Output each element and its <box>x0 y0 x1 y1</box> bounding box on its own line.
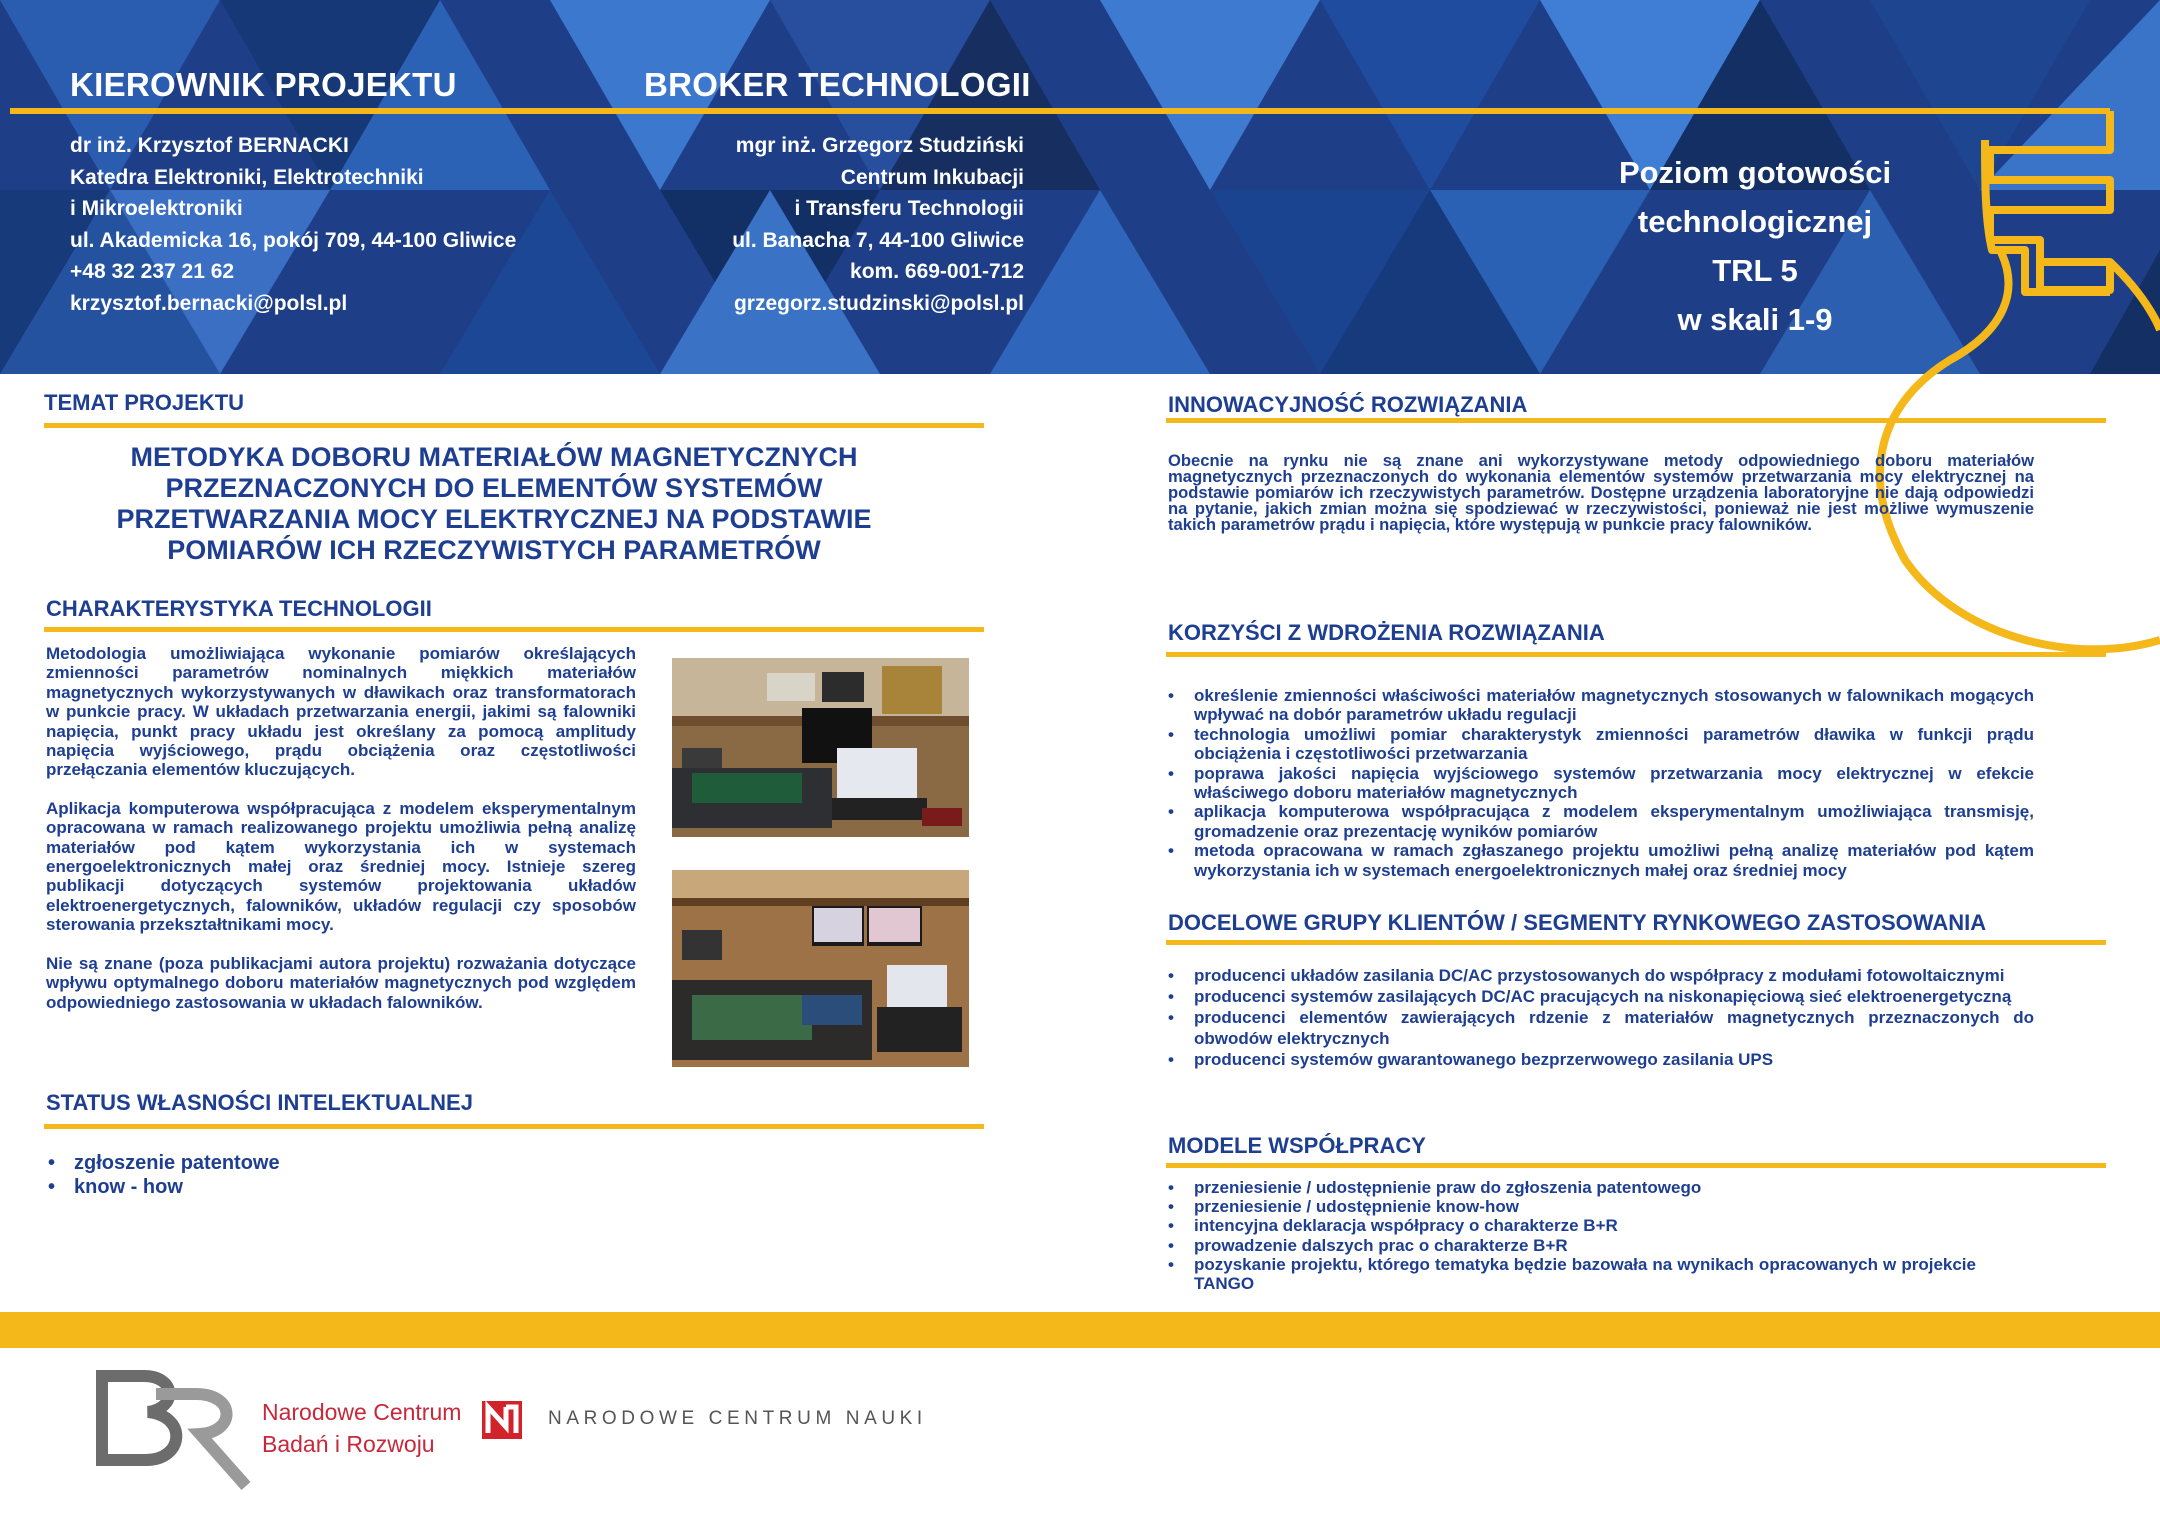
clients-heading: DOCELOWE GRUPY KLIENTÓW / SEGMENTY RYNKOWEGO ZASTOSOWANIA <box>1168 910 1987 935</box>
tech-heading: CHARAKTERYSTYKA TECHNOLOGII <box>46 596 432 621</box>
project-title <box>44 442 944 566</box>
broker-name: mgr inż. Grzegorz Studziński <box>735 134 1024 157</box>
client-item: • producenci systemów zasilających DC/AC pracujących na niskonapięciową sieć elektroenergetyczną <box>1166 986 2034 1007</box>
ip-rule <box>44 1124 984 1129</box>
client-item: • producenci systemów gwarantowanego bezprzerwowego zasilania UPS <box>1166 1049 2034 1070</box>
benefit-item: • określenie zmienności właściwości materiałów magnetycznych stosowanych w falownikach mogących wpływać na dobór parametrów układu regulacji <box>1166 686 2034 725</box>
project-title-line-2: PRZEZNACZONYCH DO ELEMENTÓW SYSTEMÓW <box>165 473 823 503</box>
coop-item: • pozyskanie projektu, którego tematyka będzie bazowała na wynikach opracowanych w projekcie TANGO <box>1166 1255 1976 1293</box>
ip-item-knowhow: • know - how <box>46 1175 646 1199</box>
broker-unit-cont: i Transferu Technologii <box>794 197 1024 221</box>
broker-phone[interactable]: kom. 669-001-712 <box>850 260 1024 284</box>
leader-department: Katedra Elektroniki, Elektrotechniki <box>70 165 424 189</box>
coop-item: • przeniesienie / udostępnienie know-how <box>1166 1197 1976 1216</box>
header-yellow-line <box>10 108 2110 114</box>
benefits-list <box>1166 686 2034 880</box>
header-banner <box>0 0 2160 374</box>
tech-rule <box>44 627 984 632</box>
broker-heading: BROKER TECHNOLOGII <box>644 66 1031 103</box>
leader-email[interactable]: krzysztof.bernacki@polsl.pl <box>70 291 348 315</box>
trl-line-2: technologicznej <box>1637 204 1873 239</box>
lab-photo-1 <box>672 658 969 837</box>
client-item: • producenci układów zasilania DC/AC przystosowanych do współpracy z modułami fotowoltaicznymi <box>1166 965 2034 986</box>
project-title-line-1: METODYKA DOBORU MATERIAŁÓW MAGNETYCZNYCH <box>130 442 858 472</box>
leader-contact <box>70 130 516 320</box>
client-item: • producenci elementów zawierających rdzenie z materiałów magnetycznych przeznaczonych do obwodów elektrycznych <box>1166 1007 2034 1049</box>
broker-email[interactable]: grzegorz.studzinski@polsl.pl <box>733 291 1024 315</box>
tech-paragraph-2: Aplikacja komputerowa współpracująca z modelem eksperymentalnym opracowana w ramach realizowanego projektu umożliwia pełną analizę materiałów pod kątem wykorzystania ich w systemach energoelektronicznych małej oraz średniej mocy. Istnieje szereg publikacji dotyczących systemów projektowania układów elektroenergetycznych, falowników, układów regulacji czy sposobów sterowania przekształtnikami mocy. <box>46 798 636 935</box>
tech-paragraph-3: Nie są znane (poza publikacjami autora projektu) rozważania dotyczące wpływu optymalnego doboru materiałów magnetycznych pod względem odpowiedniego zastosowania w układach falowników. <box>46 953 636 1012</box>
broker-address: ul. Banacha 7, 44-100 Gliwice <box>732 228 1024 252</box>
coop-item: • intencyjna deklaracja współpracy o charakterze B+R <box>1166 1216 1976 1235</box>
project-title-line-3: PRZETWARZANIA MOCY ELEKTRYCZNEJ NA PODSTAWIE <box>116 504 872 534</box>
tech-paragraph-1: Metodologia umożliwiająca wykonanie pomiarów określających zmienności parametrów nominalnych miękkich materiałów magnetycznych wykorzystywanych w dławikach oraz transformatorach w punkcie pracy. W układach przetwarzania energii, jakimi są falowniki napięcia, punkt pracy układu jest określany za pomocą amplitudy napięcia wyjściowego, prądu obciążenia oraz częstotliwości przełączania elementów kluczujących. <box>46 644 636 780</box>
trl-level <box>1560 148 1950 344</box>
ncbr-logo-icon <box>96 1364 276 1492</box>
project-title-line-4: POMIARÓW ICH RZECZYWISTYCH PARAMETRÓW <box>167 535 821 565</box>
ncn-logo-icon <box>482 1401 522 1439</box>
ip-heading: STATUS WŁASNOŚCI INTELEKTUALNEJ <box>46 1090 473 1115</box>
innovation-heading: INNOWACYJNOŚĆ ROZWIĄZANIA <box>1168 392 1528 417</box>
leader-department-cont: i Mikroelektroniki <box>70 197 243 221</box>
benefit-item: • technologia umożliwi pomiar charakterystyk zmienności parametrów dławika w funkcji prądu obciążenia i częstotliwości przetwarzania <box>1166 725 2034 764</box>
clients-rule <box>1166 940 2106 945</box>
ip-list <box>46 1151 646 1199</box>
coop-item: • prowadzenie dalszych prac o charakterze B+R <box>1166 1236 1976 1255</box>
benefits-rule <box>1166 652 2106 657</box>
innovation-rule <box>1166 418 2106 423</box>
trl-line-3: TRL 5 <box>1712 253 1798 288</box>
footer-yellow-band <box>0 1312 2160 1348</box>
ncbr-line-2: Badań i Rozwoju <box>262 1431 435 1457</box>
leader-phone[interactable]: +48 32 237 21 62 <box>70 260 235 284</box>
leader-name: dr inż. Krzysztof BERNACKI <box>70 134 349 157</box>
topic-heading: TEMAT PROJEKTU <box>44 390 245 415</box>
ncbr-logo-text <box>262 1396 461 1460</box>
ip-item-patent: • zgłoszenie patentowe <box>46 1151 646 1175</box>
lab-photo-2 <box>672 870 969 1067</box>
coop-heading: MODELE WSPÓŁPRACY <box>1168 1133 1426 1158</box>
benefit-item: • aplikacja komputerowa współpracująca z modelem eksperymentalnym umożliwiająca transmisję, gromadzenie oraz prezentację wyników pomiarów <box>1166 802 2034 841</box>
benefit-item: • metoda opracowana w ramach zgłaszanego projektu umożliwi pełną analizę materiałów pod kątem wykorzystania ich w systemach energoelektronicznych małej oraz średniej mocy <box>1166 841 2034 880</box>
ncn-logo-text: NARODOWE CENTRUM NAUKI <box>548 1408 927 1429</box>
coop-item: • przeniesienie / udostępnienie praw do zgłoszenia patentowego <box>1166 1178 1976 1197</box>
clients-list <box>1166 965 2034 1070</box>
broker-contact <box>732 130 1024 320</box>
ncbr-line-1: Narodowe Centrum <box>262 1399 462 1425</box>
leader-address: ul. Akademicka 16, pokój 709, 44-100 Gliwice <box>70 228 517 252</box>
coop-list <box>1166 1178 1976 1293</box>
benefits-heading: KORZYŚCI Z WDROŻENIA ROZWIĄZANIA <box>1168 620 1605 645</box>
benefit-item: • poprawa jakości napięcia wyjściowego systemów przetwarzania mocy elektrycznej w efekcie właściwego doboru materiałów magnetycznych <box>1166 764 2034 803</box>
broker-unit: Centrum Inkubacji <box>840 165 1024 189</box>
leader-heading: KIEROWNIK PROJEKTU <box>70 66 457 103</box>
trl-line-4: w skali 1-9 <box>1677 302 1833 337</box>
coop-rule <box>1166 1163 2106 1168</box>
innovation-text: Obecnie na rynku nie są znane ani wykorzystywane metody odpowiedniego doboru materiałów magnetycznych przeznaczonych do wykonania elementów systemów przetwarzania mocy elektrycznej na podstawie pomiarów ich rzeczywistych parametrów. Dostępne urządzenia laboratoryjne nie dają odpowiedzi na pytanie, jakich zmian można się spodziewać w rzeczywistości, ponieważ nie jest możliwe wymuszenie takich parametrów prądu i napięcia, które występują w punkcie pracy falowników. <box>1168 451 2034 534</box>
trl-line-1: Poziom gotowości <box>1618 155 1892 190</box>
topic-rule <box>44 423 984 428</box>
tech-description <box>46 644 636 1031</box>
